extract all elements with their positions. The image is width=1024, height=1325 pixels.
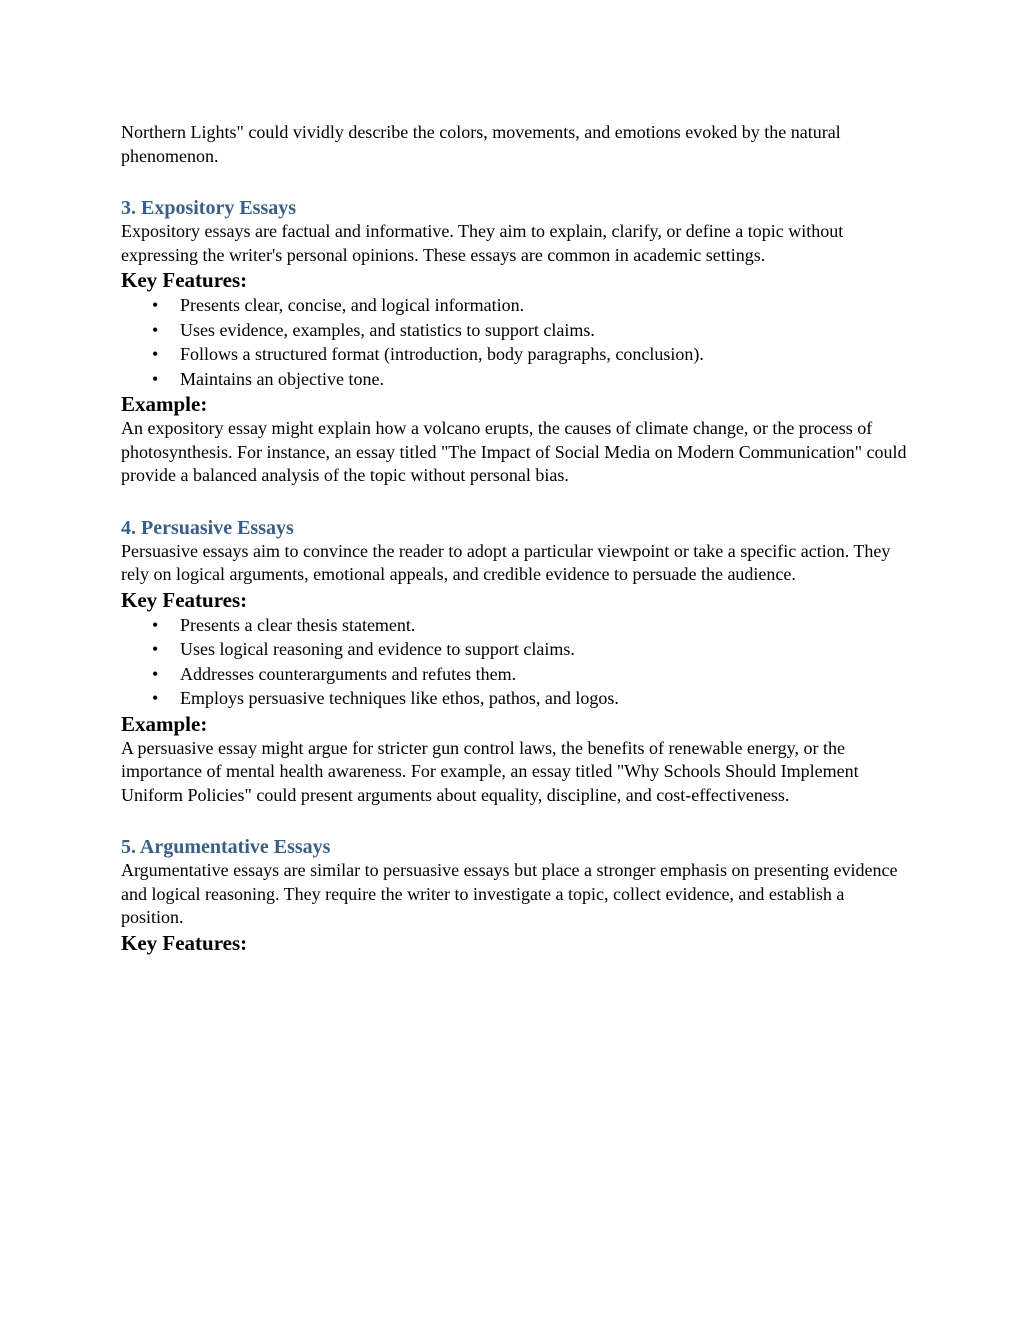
intro-paragraph: Northern Lights" could vividly describe the colors, movements, and emotions evoked by the natural phenomenon.: [121, 122, 841, 166]
section-body-argumentative: Argumentative essays are similar to persuasive essays but place a stronger emphasis on presenting evidence and logical reasoning. They require the writer to investigate a topic, collect evidence, and establish a position.: [121, 860, 898, 927]
example-text-expository: An expository essay might explain how a volcano erupts, the causes of climate change, or the process of photosynthesis. For instance, an essay titled "The Impact of Social Media on Modern Communication" could provide a balanced analysis of the topic without personal bias.: [121, 418, 907, 485]
list-item-text: Uses evidence, examples, and statistics to support claims.: [180, 319, 595, 340]
bullet-icon: •: [152, 688, 159, 708]
list-item-text: Presents a clear thesis statement.: [180, 614, 416, 635]
list-item-text: Uses logical reasoning and evidence to support claims.: [180, 639, 575, 659]
list-item: [121, 662, 911, 687]
key-features-heading-argumentative: Key Features:: [121, 930, 248, 955]
key-features-heading-expository: Key Features:: [121, 268, 248, 292]
bullet-icon: •: [152, 344, 159, 364]
section-body-persuasive: Persuasive essays aim to convince the reader to adopt a particular viewpoint or take a specific action. They rely on logical arguments, emotional appeals, and credible evidence to persuade the audience.: [121, 540, 891, 584]
example-text-persuasive: A persuasive essay might argue for stricter gun control laws, the benefits of renewable energy, or the importance of mental health awareness. For example, an essay titled "Why Schools Should Implement Uniform Policies" could present arguments about equality, discipline, and cost-effectiveness.: [121, 737, 859, 805]
feature-list-persuasive: [121, 613, 911, 711]
list-item: [121, 293, 911, 318]
bullet-icon: •: [152, 319, 159, 340]
bullet-icon: •: [152, 295, 159, 315]
example-heading-persuasive: Example:: [121, 711, 208, 736]
section-heading-expository: 3. Expository Essays: [121, 197, 297, 219]
example-heading-expository: Example:: [121, 392, 208, 416]
bullet-icon: •: [152, 368, 159, 389]
list-item: [121, 613, 911, 638]
list-item-text: Presents clear, concise, and logical information.: [180, 295, 525, 315]
list-item-text: Maintains an objective tone.: [180, 368, 384, 389]
bullet-icon: •: [152, 663, 159, 684]
bullet-icon: •: [152, 614, 159, 635]
list-item-text: Follows a structured format (introduction, body paragraphs, conclusion).: [180, 344, 704, 364]
list-item: [121, 342, 911, 367]
bullet-icon: •: [152, 639, 159, 659]
list-item: [121, 367, 911, 392]
list-item: [121, 686, 911, 711]
list-item: [121, 318, 911, 343]
document-page: [121, 121, 911, 956]
list-item-text: Employs persuasive techniques like ethos, pathos, and logos.: [180, 688, 619, 708]
key-features-heading-persuasive: Key Features:: [121, 587, 248, 612]
list-item-text: Addresses counterarguments and refutes them.: [180, 663, 517, 684]
section-heading-argumentative: 5. Argumentative Essays: [121, 836, 331, 858]
feature-list-expository: [121, 293, 911, 391]
list-item: [121, 637, 911, 662]
section-body-expository: Expository essays are factual and informative. They aim to explain, clarify, or define a topic without expressing the writer's personal opinions. These essays are common in academic settings.: [121, 221, 844, 265]
section-heading-persuasive: 4. Persuasive Essays: [121, 516, 294, 539]
